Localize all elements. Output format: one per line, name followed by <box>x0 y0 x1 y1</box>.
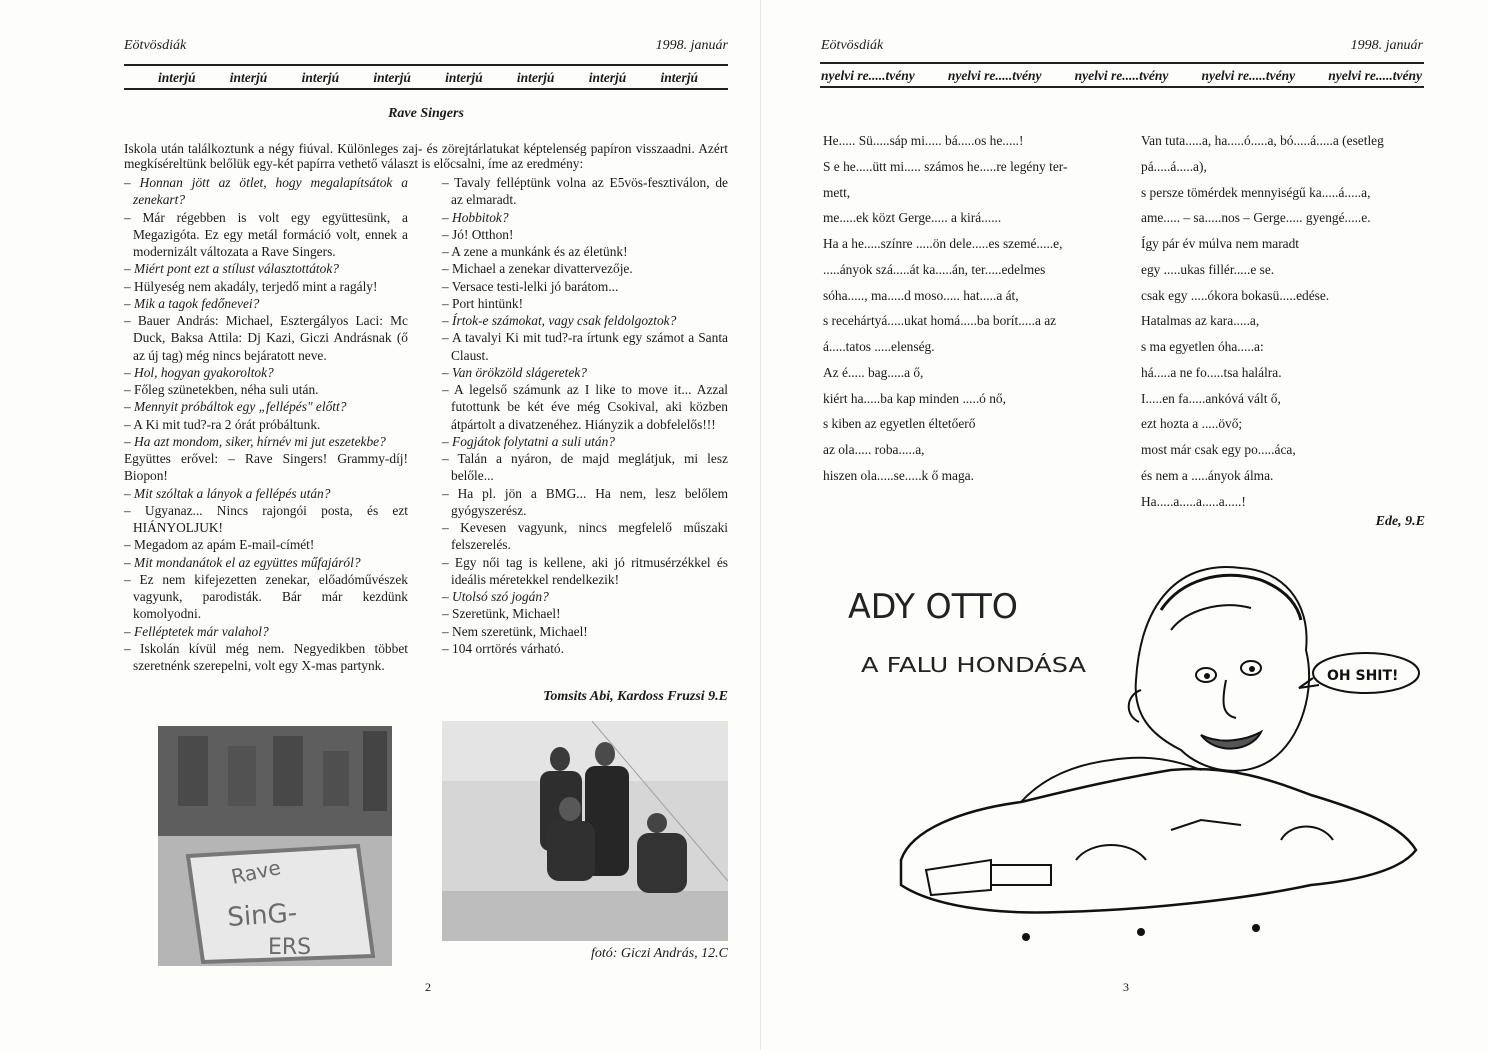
section-tag: nyelvi re.....tvény <box>947 68 1042 83</box>
poem-line: Ha a he.....színre .....ön dele.....es szemé.....e, <box>823 236 1063 251</box>
poem-line: az ola..... roba.....a, <box>823 442 925 457</box>
section-tag: interjú <box>445 70 483 85</box>
header-rule <box>820 62 1424 64</box>
speech-bubble-text: OH SHIT! <box>1327 668 1399 684</box>
poem-line: egy .....ukas fillér.....e se. <box>1141 261 1275 277</box>
interview-question: – Mit szóltak a lányok a fellépés után? <box>124 485 331 501</box>
poem-line: pá.....á.....a), <box>1141 158 1207 174</box>
interview-answer: – A legelső számunk az I like to move it... Azzal futottunk be két éve még Csokival, aki közben átpártolt a divatzenéhez. Hiányzik a dobfelelős!!! <box>442 382 728 432</box>
issue-date: 1998. január <box>1350 38 1423 53</box>
poem-line: .....ányok szá.....át ka.....án, ter.....edelmes <box>823 261 1046 277</box>
interview-answer: – Iskolán kívül még nem. Negyedikben többet szeretnénk szerepelni, volt egy X-mas partynk. <box>124 640 408 673</box>
section-tag: interjú <box>588 70 627 85</box>
poem-line: hiszen ola.....se.....k ő maga. <box>823 467 974 483</box>
interview-answer: – Egy női tag is kellene, aki jó ritmusérzékkel és ideális méretekkel rendelkezik! <box>442 554 728 587</box>
newspaper-title: Eötvösdiák <box>821 38 884 53</box>
cartoon-subtitle: A FALU HONDÁSA <box>861 653 1087 677</box>
article-title: Rave Singers <box>388 106 464 121</box>
interview-question: – Van örökzöld slágeretek? <box>442 364 587 380</box>
interview-question: – Mennyit próbáltok egy „fellépés" előtt? <box>124 399 347 415</box>
interview-column-2 <box>442 174 728 657</box>
interview-question: – Miért pont ezt a stílust választottátok? <box>124 261 339 277</box>
poem-line: Van tuta.....a, ha.....ó.....a, bó.....á.....a (esetleg <box>1141 133 1384 148</box>
issue-date: 1998. január <box>655 38 728 53</box>
page-number: 2 <box>425 980 431 994</box>
interview-answer: – Ha pl. jön a BMG... Ha nem, lesz belőlem gyógyszerész. <box>442 485 728 518</box>
poem-line: ame..... – sa.....nos – Gerge..... gyengé.....e. <box>1141 210 1371 226</box>
section-tag: interjú <box>516 70 555 85</box>
section-tag: nyelvi re.....tvény <box>1074 68 1169 83</box>
interview-question: – Írtok-e számokat, vagy csak feldolgoztok? <box>442 313 677 328</box>
section-tag-row <box>158 70 698 86</box>
interview-answer: – Hülyeség nem akadály, terjedő mint a ragály! <box>124 278 378 294</box>
interview-answer: – Jó! Otthon! <box>442 226 514 242</box>
poem-line: és nem a .....ányok álma. <box>1141 467 1274 483</box>
interview-answer: – Ugyanaz... Nincs rajongói posta, és ezt HIÁNYOLJUK! <box>124 502 408 535</box>
poem-line: s ma egyetlen óha.....a: <box>1141 339 1264 354</box>
section-tag: interjú <box>660 70 698 85</box>
photo-courtyard-image <box>158 726 392 966</box>
interview-question: – Hol, hogyan gyakoroltok? <box>124 364 274 380</box>
poem-line: s persze tömérdek mennyiségű ka.....á.....a, <box>1141 184 1371 200</box>
interview-question: – Ha azt mondom, siker, hírnév mi jut eszetekbe? <box>124 433 386 449</box>
poem-line: kiért ha.....ba kap minden .....ó nő, <box>823 390 1006 406</box>
interview-answer: – Már régebben is volt egy együttesünk, a Megazigóta. Ez egy metál formáció volt, ennek a modernizált változata a Rave Singers. <box>124 209 408 259</box>
interview-answer: – A zene a munkánk és az életünk! <box>442 244 628 259</box>
tag-rule <box>124 88 728 90</box>
photo-snow-text: Rave <box>229 855 283 889</box>
photo-snow-text: SinG- <box>226 898 299 933</box>
poem-line: s kiben az egyetlen éltetőerő <box>823 416 976 432</box>
photo-caption: fotó: Giczi András, 12.C <box>590 946 728 961</box>
photo-snow-text: ERS <box>268 935 312 960</box>
interview-answer: – Kevesen vagyunk, nincs megfelelő műszaki felszerelés. <box>442 520 728 553</box>
poem-line: csak egy .....ókora bokasü.....edése. <box>1141 287 1330 303</box>
right-page <box>760 0 1489 1050</box>
tag-rule <box>820 86 1424 88</box>
poem-line: sóha....., ma.....d moso..... hat.....a át, <box>823 287 1019 303</box>
poem-line: me.....ek közt Gerge..... a kirá...... <box>823 210 1002 226</box>
interview-answer: – Versace testi-lelki jó barátom... <box>442 278 619 294</box>
interview-answer: – A tavalyi Ki mit tud?-ra írtunk egy számot a Santa Claust. <box>442 330 728 363</box>
poem-line: I.....en fa.....ankóvá vált ő, <box>1141 390 1281 406</box>
section-tag: nyelvi re.....tvény <box>1328 68 1422 83</box>
interview-answer: – Megadom az apám E-mail-címét! <box>124 537 315 553</box>
section-tag: nyelvi re.....tvény <box>821 68 915 83</box>
interview-question: – Honnan jött az ötlet, hogy megalapítsátok a zenekart? <box>124 175 408 208</box>
section-tag: interjú <box>373 70 411 85</box>
interview-question: – Mit mondanátok el az együttes műfajáról? <box>124 554 361 570</box>
interview-question: – Felléptetek már valahol? <box>124 623 269 639</box>
riddle-poem-column-1 <box>823 128 1067 489</box>
interview-answer: – Szeretünk, Michael! <box>442 606 561 622</box>
poem-line: Így pár év múlva nem maradt <box>1141 236 1300 251</box>
poem-signature: Ede, 9.E <box>1375 514 1425 529</box>
interview-answer: – A Ki mit tud?-ra 2 órát próbáltunk. <box>124 416 321 432</box>
article-intro: Iskola után találkoztunk a négy fiúval. Különleges zaj- és zörejtárlatukat képtelenség papíron visszaadni. Azért megkíséreltünk belőlük egy-két papírra vethető választ is előcsalni, íme az eredmény: <box>124 141 728 172</box>
poem-line: Az é..... bag.....a ő, <box>823 364 924 380</box>
cartoon-title: ADY OTTO <box>848 587 1018 627</box>
photo-courtyard <box>158 726 392 966</box>
photo-band-members <box>442 721 728 941</box>
poem-line: á.....tatos .....elenség. <box>823 339 935 354</box>
interview-answer: – Talán a nyáron, de majd meglátjuk, mi lesz belőle... <box>442 451 728 484</box>
interview-answer: – Michael a zenekar divattervezője. <box>442 261 633 277</box>
section-tag-row <box>821 68 1422 84</box>
poem-line: há.....a ne fo.....tsa halálra. <box>1141 364 1282 380</box>
interview-question: – Utolsó szó jogán? <box>442 589 549 604</box>
photo-band-image <box>442 721 728 941</box>
interview-answer: – Bauer András: Michael, Esztergályos Laci: Mc Duck, Baksa Attila: Dj Kazi, Giczi Andrásnak (ő az új tag) még nincs bejáratott neve. <box>124 313 408 363</box>
interview-answer: – Tavaly felléptünk volna az E5vös-fesztiválon, de az elmaradt. <box>442 175 728 208</box>
section-tag: interjú <box>158 70 196 85</box>
poem-line: most már csak egy po.....áca, <box>1141 442 1296 457</box>
interview-answer: – Port hintünk! <box>442 295 524 311</box>
poem-line: mett, <box>823 184 851 200</box>
poem-line: ezt hozta a .....övő; <box>1141 416 1243 432</box>
interview-question: – Mik a tagok fedőnevei? <box>124 295 260 311</box>
interview-answer: Együttes erővel: – Rave Singers! Grammy-díj! Biopon! <box>124 451 408 484</box>
caricature-drawing <box>841 540 1441 960</box>
interview-answer: – Ez nem kifejezetten zenekar, előadóművészek vagyunk, parodisták. Bár már kezdünk komolyodni. <box>124 571 408 622</box>
poem-line: Hatalmas az kara.....a, <box>1141 313 1260 329</box>
interview-answer: – 104 orrtörés várható. <box>442 640 564 656</box>
poem-line: He..... Sü.....sáp mi..... bá.....os he.....! <box>823 133 1024 148</box>
interview-answer: – Nem szeretünk, Michael! <box>442 623 588 639</box>
interview-question: – Fogjátok folytatni a suli után? <box>442 433 615 449</box>
interview-answer: – Főleg szünetekben, néha suli után. <box>124 382 319 397</box>
section-tag: interjú <box>301 70 340 85</box>
poem-line: s recehártyá.....ukat homá.....ba borít.....a az <box>823 313 1057 329</box>
interview-column-1 <box>124 174 408 674</box>
poem-line: Ha.....a.....a.....a.....! <box>1141 493 1246 509</box>
interview-question: – Hobbitok? <box>442 209 509 225</box>
article-signature: Tomsits Abi, Kardoss Fruzsi 9.E <box>543 689 728 704</box>
riddle-poem-column-2 <box>1141 128 1384 514</box>
newspaper-title: Eötvösdiák <box>124 38 187 53</box>
section-tag: interjú <box>229 70 268 85</box>
poem-line: S e he.....ütt mi..... számos he.....re legény ter- <box>823 158 1068 174</box>
section-tag: nyelvi re.....tvény <box>1201 68 1296 83</box>
header-rule <box>124 64 728 66</box>
page-number: 3 <box>1123 980 1129 994</box>
